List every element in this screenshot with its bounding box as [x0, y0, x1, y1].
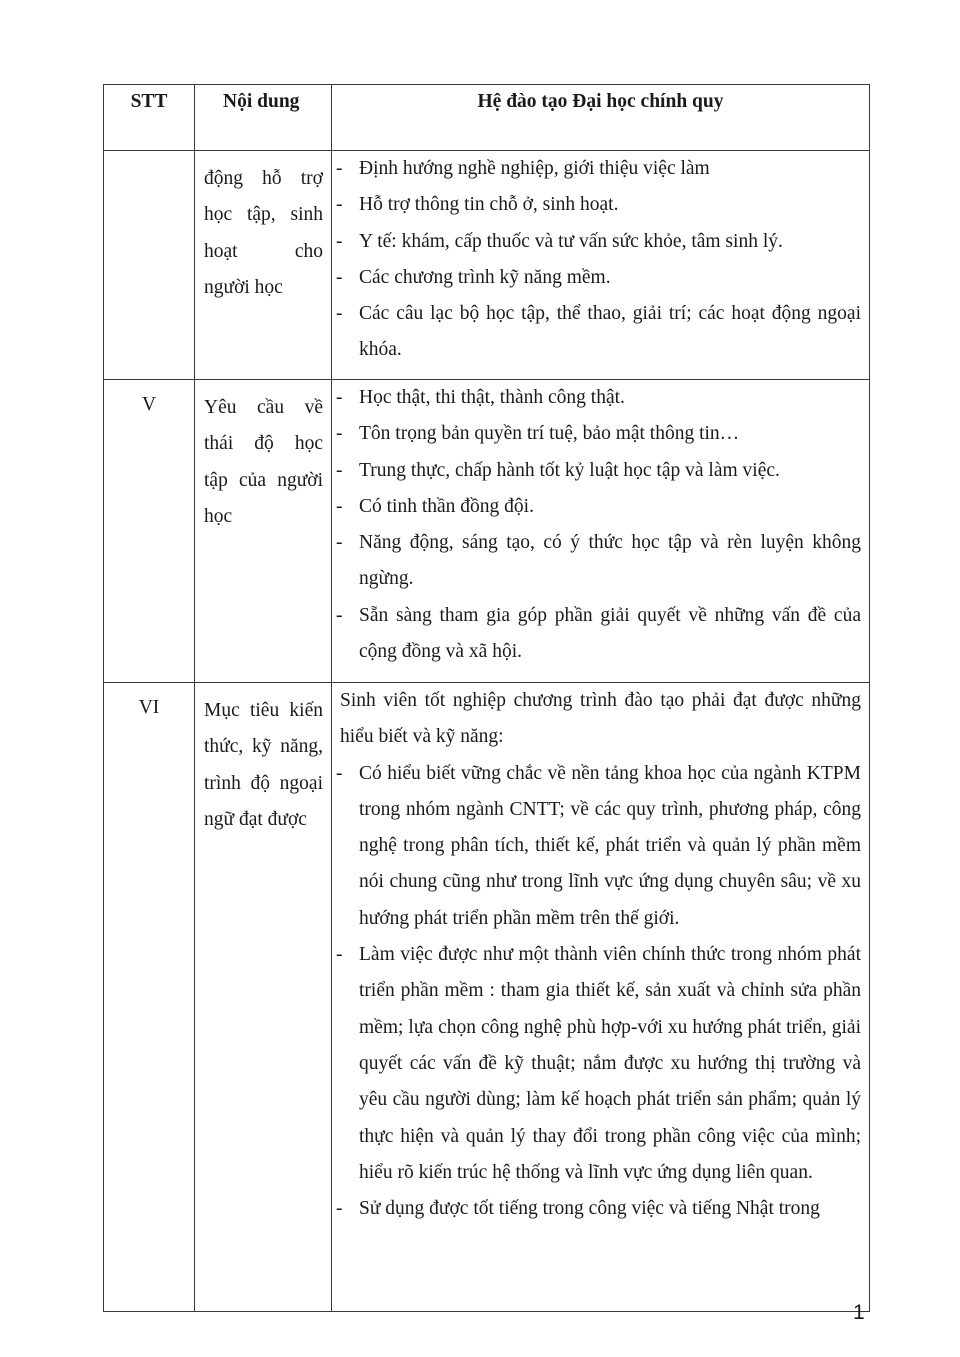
page-number: 1: [853, 1301, 865, 1324]
row-content: [195, 151, 332, 380]
header-program: Hệ đào tạo Đại học chính quy: [332, 85, 870, 151]
content-line: trình độ ngoại: [204, 772, 323, 794]
content-line: thức, kỹ năng,: [204, 736, 323, 758]
content-line: động hỗ trợ: [204, 168, 323, 189]
row-detail: [332, 380, 870, 683]
content-line: người học: [204, 276, 283, 298]
row-stt: V: [104, 380, 195, 683]
list-item: - Tôn trọng bản quyền trí tuệ, bảo mật thông tin…: [332, 416, 861, 452]
row-stt: VI: [104, 683, 195, 1312]
row-content: [195, 380, 332, 683]
list-item: - Sử dụng được tốt tiếng trong công việc và tiếng Nhật trong: [332, 1191, 861, 1227]
table-header-row: [104, 85, 870, 151]
curriculum-table: [103, 84, 870, 1312]
list-item: - Trung thực, chấp hành tốt kỷ luật học tập và làm việc.: [332, 453, 861, 489]
list-item: - Y tế: khám, cấp thuốc và tư vấn sức khỏe, tâm sinh lý.: [332, 224, 861, 260]
list-item: - Các chương trình kỹ năng mềm.: [332, 260, 861, 296]
list-item: - Làm việc được như một thành viên chính thức trong nhóm phát triển phần mềm : tham gia thiết kế, sản xuất và chỉnh sửa phần mềm; lựa chọn công nghệ phù hợp-với xu hướng phát triển, giải quyết các vấn đề kỹ thuật; nắm được xu hướng thị trường và yêu cầu người dùng; làm kế hoạch phát triển sản phẩm; quản lý thực hiện và quản lý thay đổi trong phần công việc của mình; hiểu rõ kiến trúc hệ thống và lĩnh vực ứng dụng liên quan.: [332, 937, 861, 1191]
row-content: [195, 683, 332, 1312]
content-line: Yêu cầu về: [204, 397, 323, 418]
list-item: - Các câu lạc bộ học tập, thể thao, giải trí; các hoạt động ngoại khóa.: [332, 296, 861, 369]
list-item: - Học thật, thi thật, thành công thật.: [332, 380, 861, 416]
list-item: - Năng động, sáng tạo, có ý thức học tập và rèn luyện không ngừng.: [332, 525, 861, 598]
table-row: [104, 683, 870, 1312]
header-content: Nội dung: [195, 85, 332, 151]
content-line: ngữ đạt được: [204, 808, 307, 830]
content-line: tập của người: [204, 469, 323, 491]
content-line: thái độ học: [204, 433, 323, 455]
content-line: Mục tiêu kiến: [204, 700, 323, 721]
table-row: [104, 380, 870, 683]
list-item: - Có tinh thần đồng đội.: [332, 489, 861, 525]
list-item: - Hỗ trợ thông tin chỗ ở, sinh hoạt.: [332, 187, 861, 223]
table-row: [104, 151, 870, 380]
row-stt: [104, 151, 195, 380]
content-line: học tập, sinh: [204, 204, 323, 226]
content-line: hoạt cho: [204, 240, 323, 262]
row-detail: [332, 683, 870, 1312]
list-item: - Có hiểu biết vững chắc về nền tảng khoa học của ngành KTPM trong nhóm ngành CNTT; về các quy trình, phương pháp, công nghệ trong phân tích, thiết kế, phát triển và quản lý phần mềm nói chung cũng như trong lĩnh vực ứng dụng chuyên sâu; về xu hướng phát triển phần mềm trên thế giới.: [332, 756, 861, 937]
list-item: - Định hướng nghề nghiệp, giới thiệu việc làm: [332, 151, 861, 187]
header-stt: STT: [104, 85, 195, 151]
list-item: - Sẵn sàng tham gia góp phần giải quyết về những vấn đề của cộng đồng và xã hội.: [332, 598, 861, 671]
content-line: học: [204, 505, 233, 527]
intro-text: Sinh viên tốt nghiệp chương trình đào tạo phải đạt được những hiểu biết và kỹ năng:: [340, 690, 861, 748]
row-detail: [332, 151, 870, 380]
